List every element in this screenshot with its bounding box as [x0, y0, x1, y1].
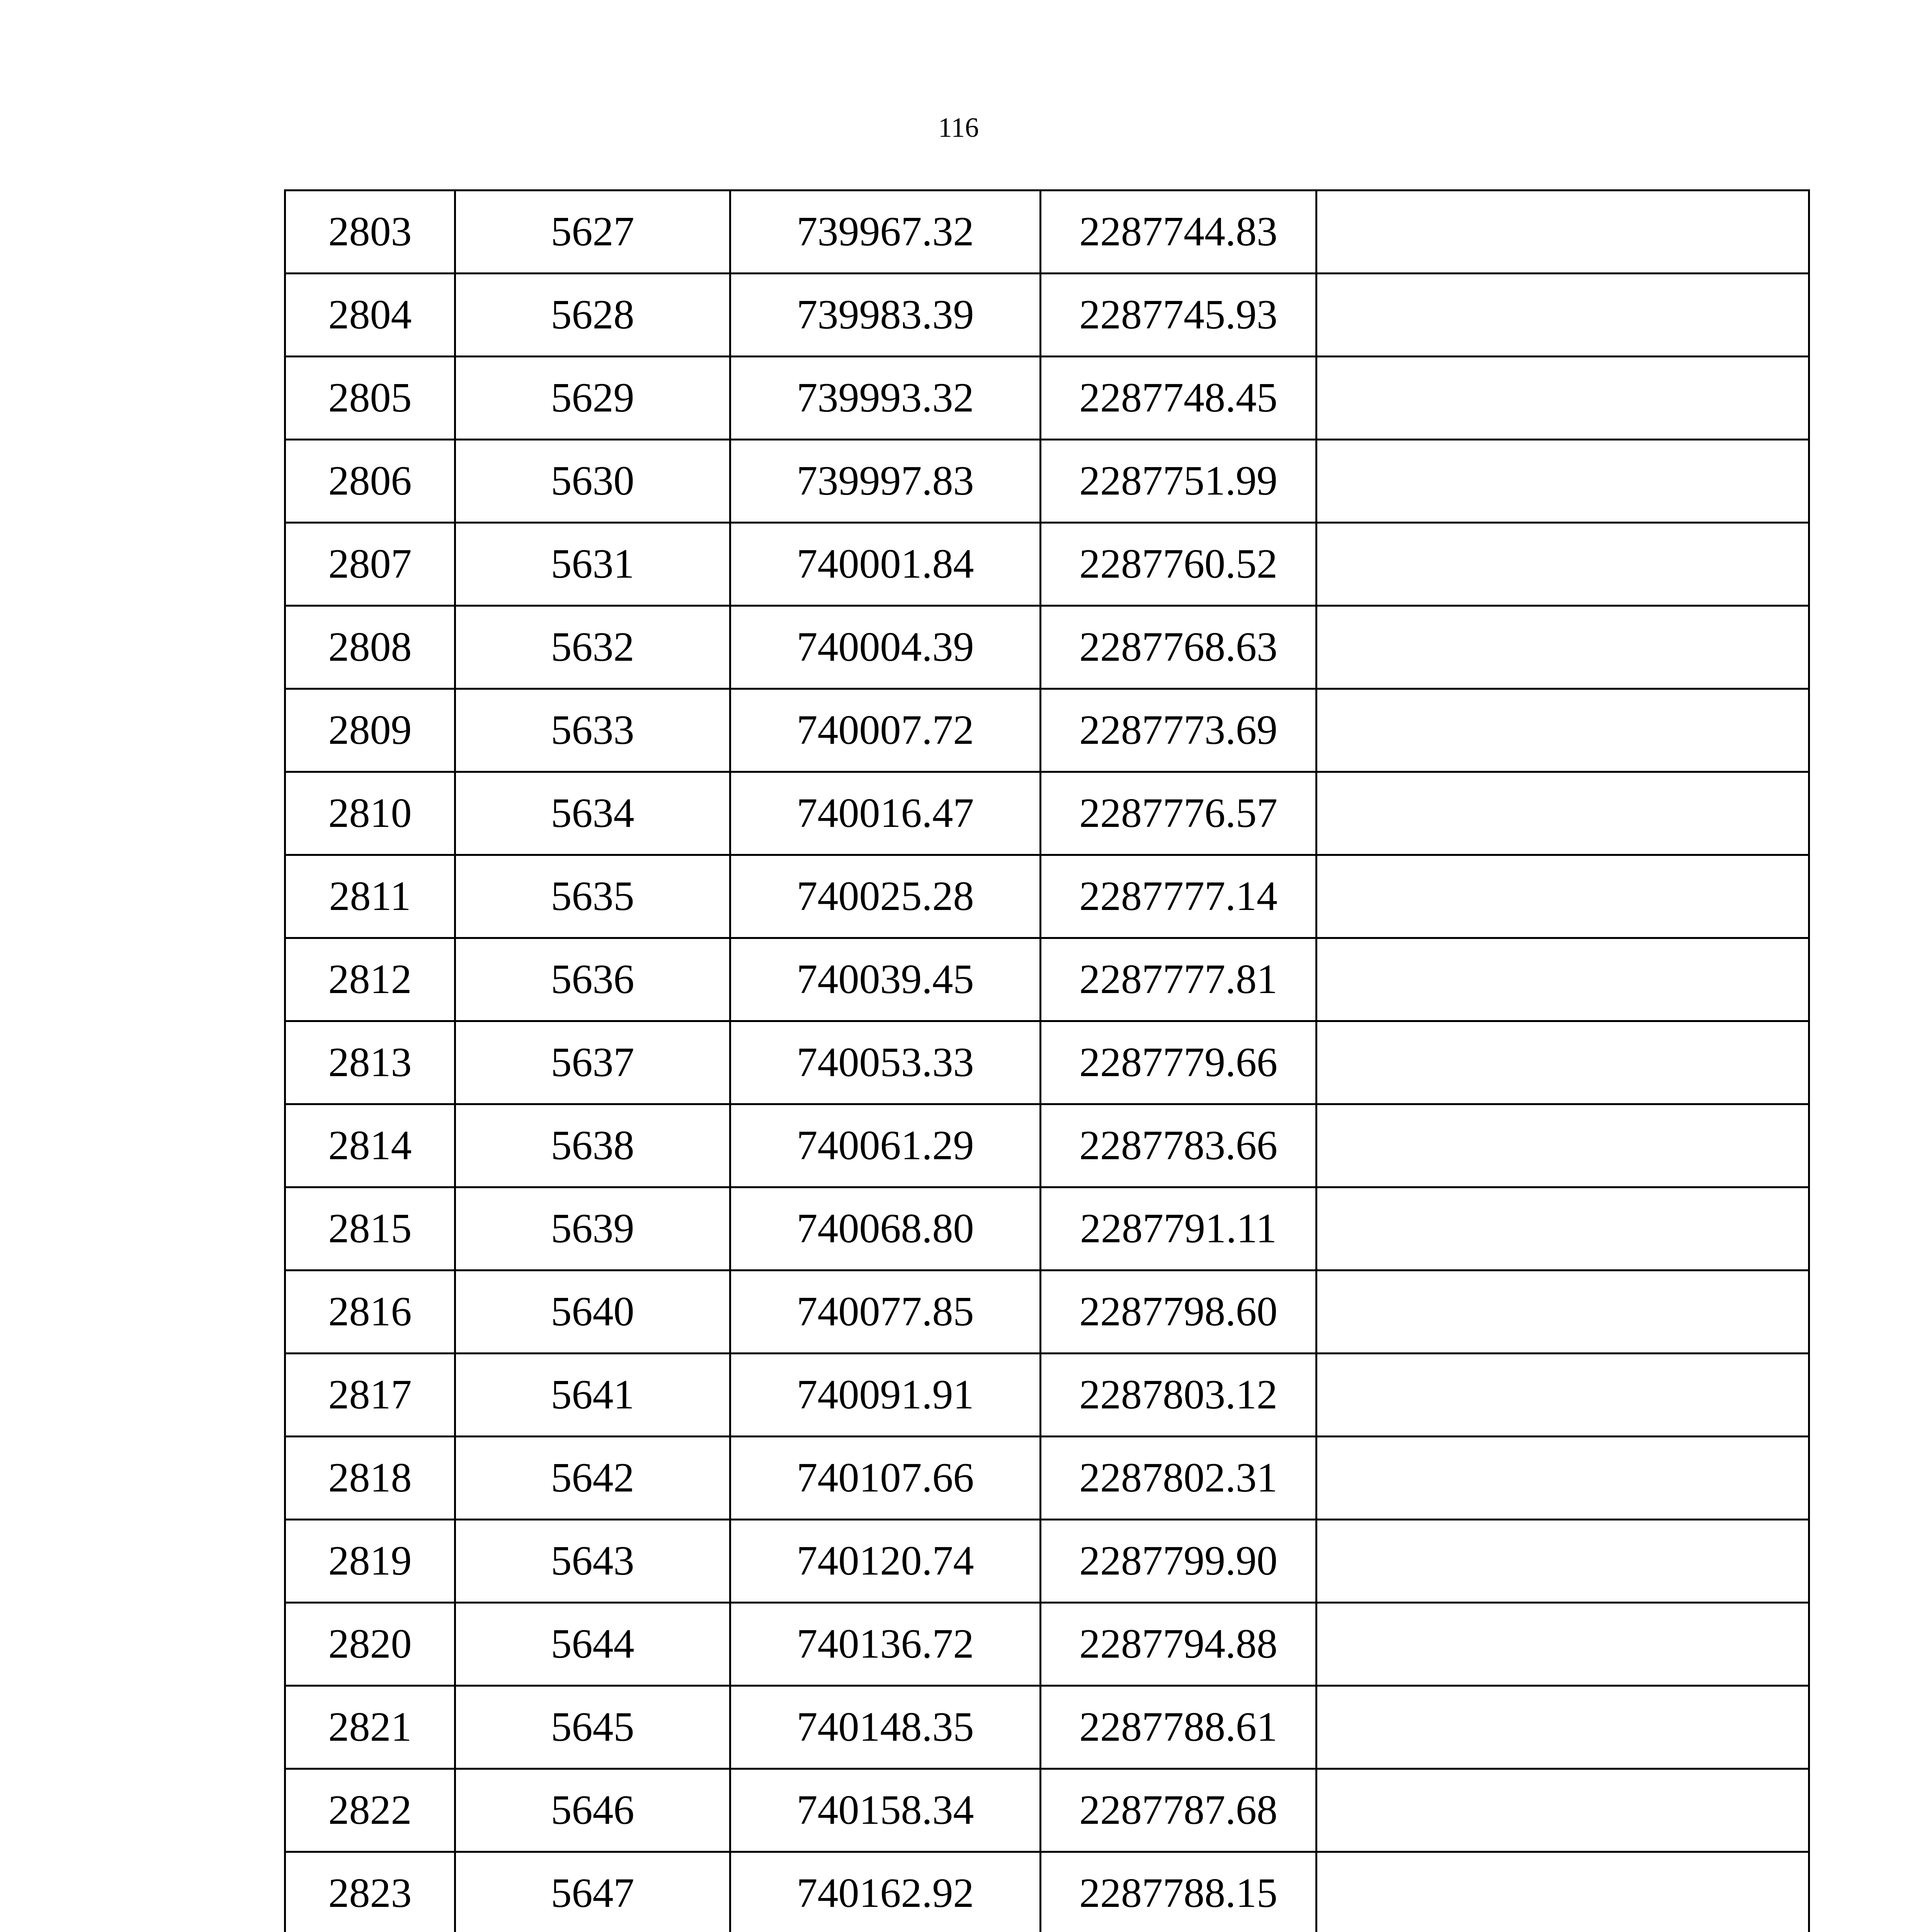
- table-cell: 5632: [455, 606, 730, 689]
- table-cell: [1317, 523, 1809, 606]
- table-cell: 5629: [455, 357, 730, 440]
- table-row: [285, 523, 1809, 606]
- table-cell: 5646: [455, 1769, 730, 1852]
- table-row: [285, 1437, 1809, 1520]
- table-cell: 740004.39: [730, 606, 1041, 689]
- table-cell: 2287744.83: [1041, 190, 1317, 274]
- table-cell: 2807: [285, 523, 455, 606]
- table-cell: 2287798.60: [1041, 1270, 1317, 1354]
- table-cell: 2287748.45: [1041, 357, 1317, 440]
- table-cell: 739983.39: [730, 274, 1041, 357]
- table-cell: 5642: [455, 1437, 730, 1520]
- table-row: [285, 855, 1809, 938]
- table-cell: 5641: [455, 1354, 730, 1437]
- table-cell: [1317, 1021, 1809, 1104]
- table-cell: 2287783.66: [1041, 1104, 1317, 1187]
- table-cell: 2287777.14: [1041, 855, 1317, 938]
- table-row: [285, 1852, 1809, 1932]
- table-cell: [1317, 1354, 1809, 1437]
- table-cell: [1317, 357, 1809, 440]
- table-cell: 740001.84: [730, 523, 1041, 606]
- table-cell: 740025.28: [730, 855, 1041, 938]
- table-cell: 740077.85: [730, 1270, 1041, 1354]
- table-cell: 2287768.63: [1041, 606, 1317, 689]
- table-cell: 2814: [285, 1104, 455, 1187]
- table-cell: 739997.83: [730, 440, 1041, 523]
- table-cell: 740068.80: [730, 1187, 1041, 1270]
- table-row: [285, 938, 1809, 1021]
- table-cell: 2816: [285, 1270, 455, 1354]
- table-cell: 2820: [285, 1603, 455, 1686]
- table-cell: 5640: [455, 1270, 730, 1354]
- table-cell: 2805: [285, 357, 455, 440]
- table-cell: 2287802.31: [1041, 1437, 1317, 1520]
- table-row: [285, 1769, 1809, 1852]
- table-cell: 2817: [285, 1354, 455, 1437]
- table-cell: 2287788.15: [1041, 1852, 1317, 1932]
- table-cell: 5645: [455, 1686, 730, 1769]
- table-cell: 2808: [285, 606, 455, 689]
- table-cell: 5637: [455, 1021, 730, 1104]
- table-cell: 740162.92: [730, 1852, 1041, 1932]
- table-cell: 5630: [455, 440, 730, 523]
- table-cell: 740039.45: [730, 938, 1041, 1021]
- table-cell: 2287791.11: [1041, 1187, 1317, 1270]
- table-row: [285, 606, 1809, 689]
- table-cell: 739967.32: [730, 190, 1041, 274]
- table-cell: 5647: [455, 1852, 730, 1932]
- table-cell: [1317, 1520, 1809, 1603]
- table-row: [285, 1686, 1809, 1769]
- table-cell: 2287788.61: [1041, 1686, 1317, 1769]
- table-row: [285, 190, 1809, 274]
- table-cell: 2287779.66: [1041, 1021, 1317, 1104]
- table-row: [285, 1520, 1809, 1603]
- table-cell: 5635: [455, 855, 730, 938]
- table-cell: 5644: [455, 1603, 730, 1686]
- table-cell: 2287787.68: [1041, 1769, 1317, 1852]
- table-cell: 2287760.52: [1041, 523, 1317, 606]
- table-cell: 740053.33: [730, 1021, 1041, 1104]
- page-number: 116: [938, 112, 979, 143]
- table-row: [285, 440, 1809, 523]
- table-cell: 2287745.93: [1041, 274, 1317, 357]
- table-cell: 2287803.12: [1041, 1354, 1317, 1437]
- table-cell: 740136.72: [730, 1603, 1041, 1686]
- table-cell: 2821: [285, 1686, 455, 1769]
- table-body: [285, 190, 1809, 1932]
- table-cell: 5643: [455, 1520, 730, 1603]
- table-cell: [1317, 1852, 1809, 1932]
- table-row: [285, 1187, 1809, 1270]
- table-cell: [1317, 689, 1809, 772]
- table-cell: [1317, 1104, 1809, 1187]
- table-cell: 2813: [285, 1021, 455, 1104]
- table-cell: 2822: [285, 1769, 455, 1852]
- table-cell: 740158.34: [730, 1769, 1041, 1852]
- table-cell: [1317, 1270, 1809, 1354]
- table-cell: 5631: [455, 523, 730, 606]
- table-cell: [1317, 274, 1809, 357]
- table-cell: 740016.47: [730, 772, 1041, 855]
- table-cell: [1317, 1437, 1809, 1520]
- table-cell: 2287794.88: [1041, 1603, 1317, 1686]
- table-cell: 2287799.90: [1041, 1520, 1317, 1603]
- table-row: [285, 357, 1809, 440]
- table-cell: [1317, 855, 1809, 938]
- table-cell: [1317, 1187, 1809, 1270]
- table-cell: 5634: [455, 772, 730, 855]
- table-cell: 740007.72: [730, 689, 1041, 772]
- table-cell: 5628: [455, 274, 730, 357]
- table-cell: [1317, 1603, 1809, 1686]
- table-row: [285, 689, 1809, 772]
- table-cell: 2287776.57: [1041, 772, 1317, 855]
- table-cell: 5633: [455, 689, 730, 772]
- table-cell: 2809: [285, 689, 455, 772]
- table-row: [285, 1603, 1809, 1686]
- table-cell: 740061.29: [730, 1104, 1041, 1187]
- table-cell: [1317, 1686, 1809, 1769]
- table-cell: 5639: [455, 1187, 730, 1270]
- table-cell: 2811: [285, 855, 455, 938]
- table-row: [285, 274, 1809, 357]
- table-cell: 2823: [285, 1852, 455, 1932]
- table-cell: 740091.91: [730, 1354, 1041, 1437]
- table-cell: [1317, 606, 1809, 689]
- table-cell: 739993.32: [730, 357, 1041, 440]
- table-cell: [1317, 190, 1809, 274]
- table-cell: [1317, 440, 1809, 523]
- coordinate-table: [284, 189, 1810, 1932]
- table-cell: 2815: [285, 1187, 455, 1270]
- table-cell: 2819: [285, 1520, 455, 1603]
- table-cell: 2287773.69: [1041, 689, 1317, 772]
- table-cell: 5638: [455, 1104, 730, 1187]
- table-cell: 2810: [285, 772, 455, 855]
- table-row: [285, 1021, 1809, 1104]
- table-row: [285, 1270, 1809, 1354]
- table-cell: 740120.74: [730, 1520, 1041, 1603]
- table-cell: 740107.66: [730, 1437, 1041, 1520]
- table-cell: 2804: [285, 274, 455, 357]
- table-cell: 2806: [285, 440, 455, 523]
- table-cell: 5636: [455, 938, 730, 1021]
- table-cell: [1317, 938, 1809, 1021]
- table-cell: [1317, 772, 1809, 855]
- table-cell: 2287751.99: [1041, 440, 1317, 523]
- table-cell: 2812: [285, 938, 455, 1021]
- table-cell: 2287777.81: [1041, 938, 1317, 1021]
- table-cell: 2818: [285, 1437, 455, 1520]
- table-cell: 2803: [285, 190, 455, 274]
- table-cell: [1317, 1769, 1809, 1852]
- table-cell: 740148.35: [730, 1686, 1041, 1769]
- table-row: [285, 1104, 1809, 1187]
- table-cell: 5627: [455, 190, 730, 274]
- table-row: [285, 772, 1809, 855]
- table-row: [285, 1354, 1809, 1437]
